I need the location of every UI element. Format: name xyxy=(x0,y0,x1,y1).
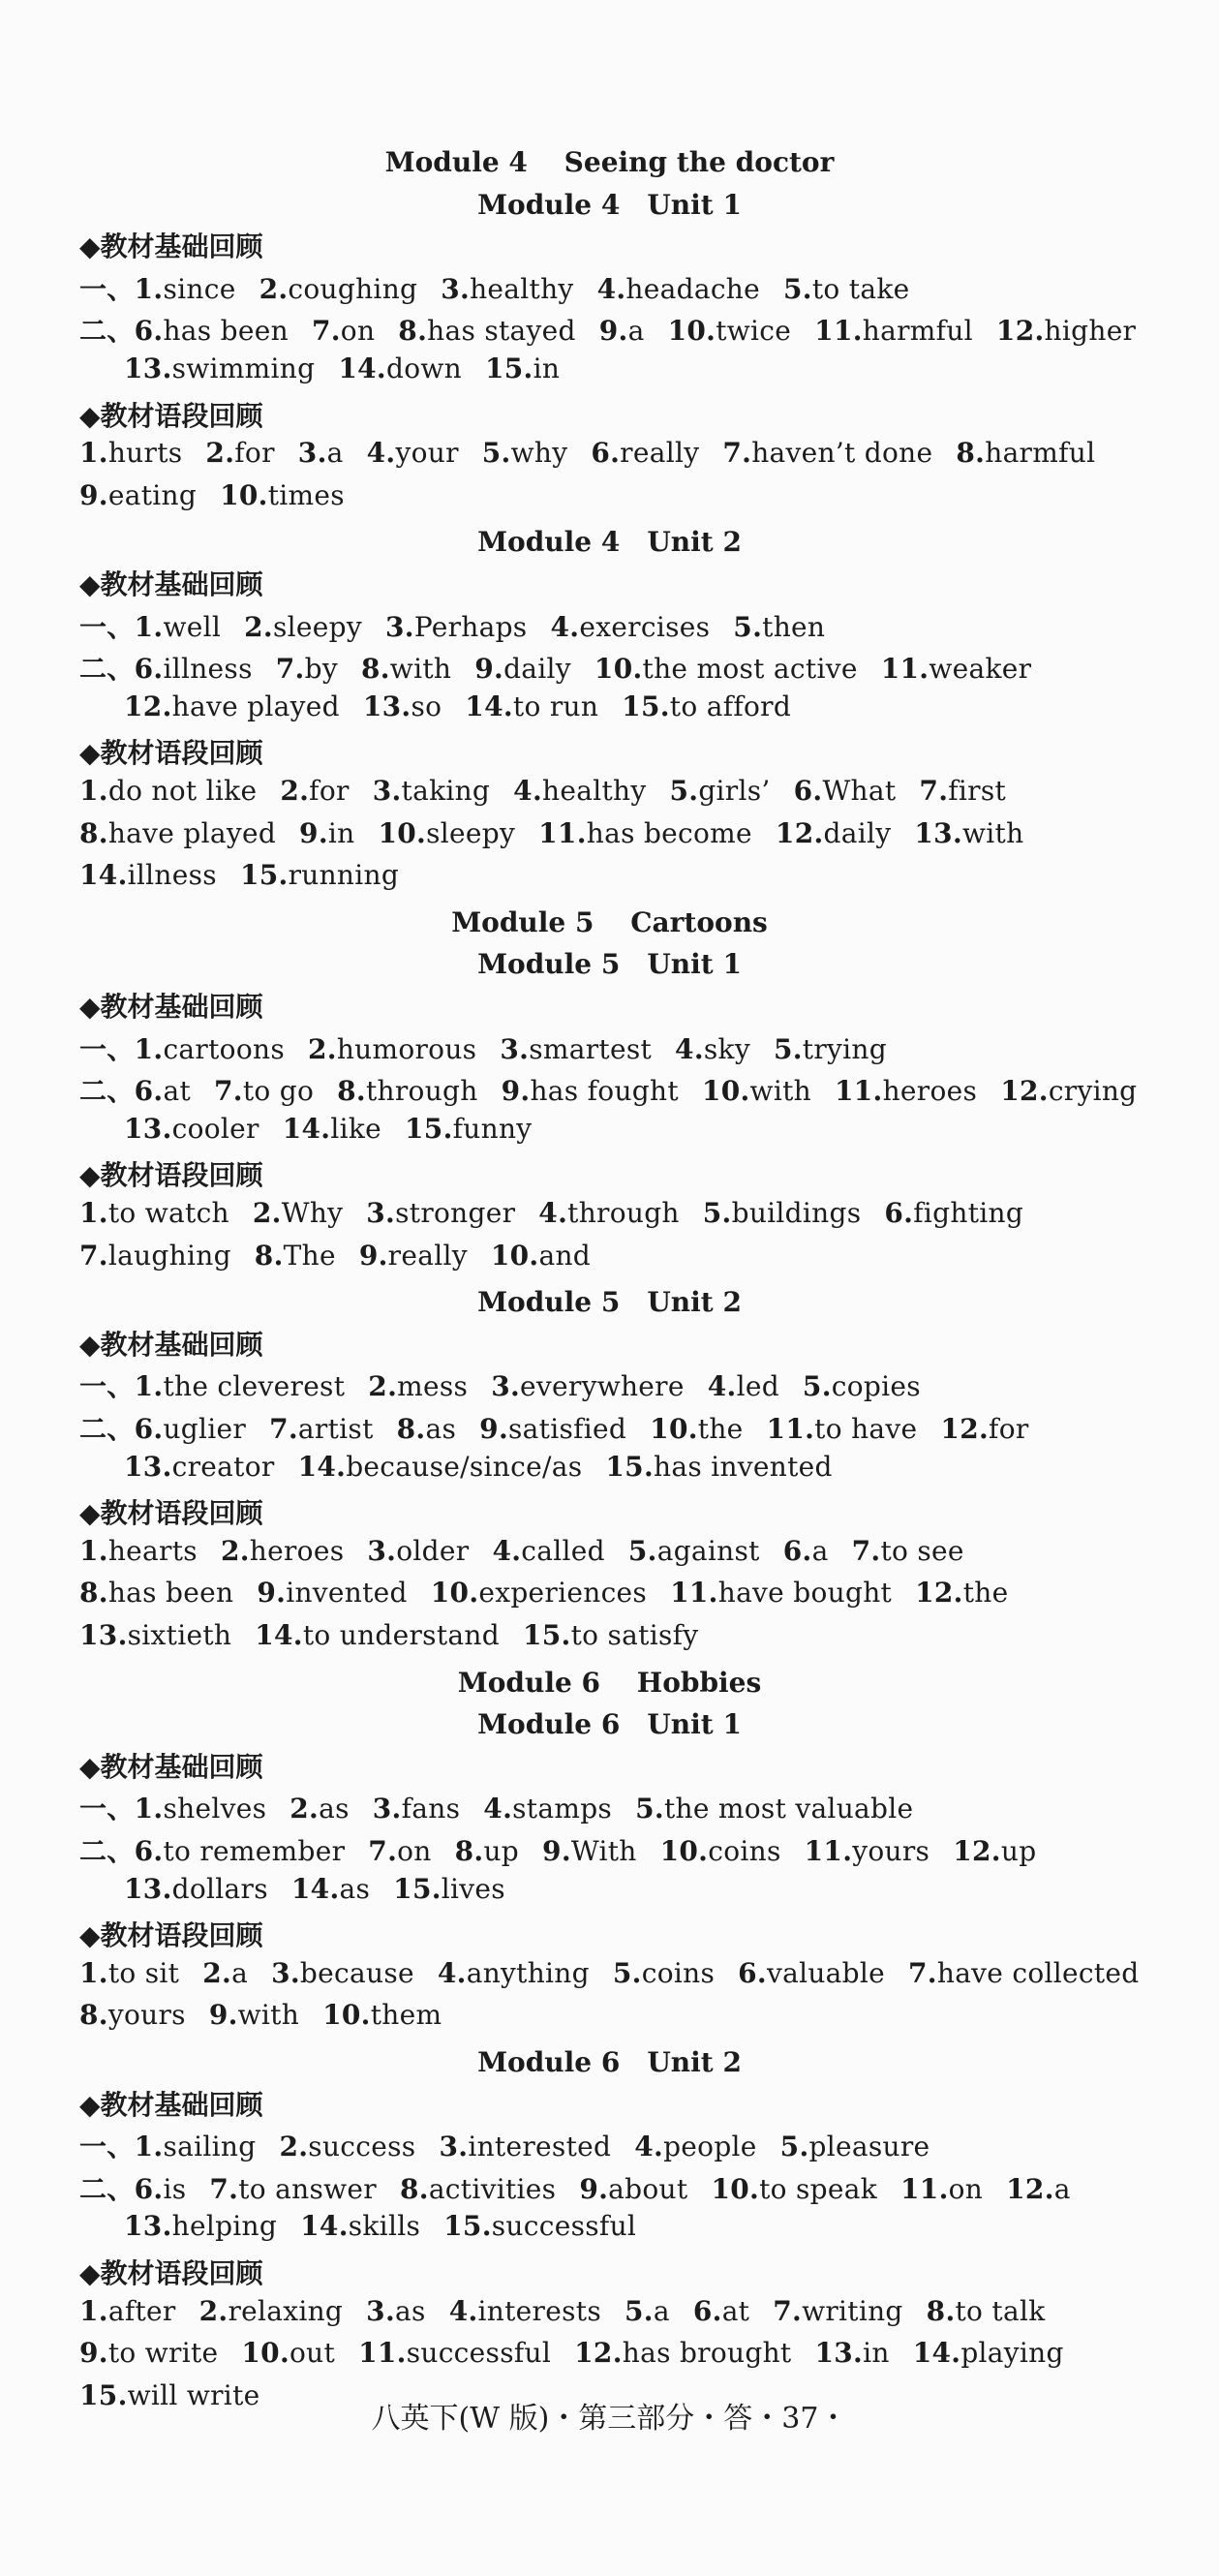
answer-item: 2.for xyxy=(280,775,350,807)
answer-line xyxy=(79,1365,944,1404)
answer-item: 1.hearts xyxy=(79,1534,198,1567)
answer-item: 12.higher xyxy=(995,315,1137,348)
answer-line xyxy=(79,2126,953,2164)
answer-item: 6.is xyxy=(134,2172,187,2205)
unit-title: Module 4 Unit 1 xyxy=(477,188,742,221)
section-header: ◆教材语段回顾 xyxy=(79,737,263,770)
section-header: ◆教材基础回顾 xyxy=(79,568,263,600)
answer-item: 4.your xyxy=(366,437,459,470)
section-header: ◆教材语段回顾 xyxy=(79,2257,263,2289)
answer-item: 7.first xyxy=(919,775,1007,807)
answer-item: 15.will write xyxy=(79,2378,260,2411)
answer-item: 4.sky xyxy=(675,1032,750,1065)
answer-line xyxy=(79,817,1047,849)
answer-line xyxy=(79,268,932,307)
line-prefix: 一、 xyxy=(79,1032,135,1065)
answer-item: 6.at xyxy=(134,1075,191,1108)
answer-item: 8.have played xyxy=(79,816,277,849)
answer-line xyxy=(79,1999,465,2031)
answer-line xyxy=(79,310,1159,349)
answer-item: 8.The xyxy=(254,1239,336,1272)
answer-item: 9.really xyxy=(358,1239,468,1272)
answer-item: 7.have collected xyxy=(908,1956,1140,1989)
answer-item: 4.called xyxy=(492,1534,605,1567)
answer-item: 4.interests xyxy=(448,2294,601,2327)
answer-line xyxy=(79,2295,1068,2327)
module-title: Module 6 Hobbies xyxy=(457,1666,762,1699)
answer-item: 13.swimming xyxy=(124,353,316,384)
answer-item: 6.uglier xyxy=(134,1413,247,1445)
answer-item: 11.yours xyxy=(804,1835,930,1867)
answer-item: 9.daily xyxy=(474,653,571,686)
answer-item: 10.sleepy xyxy=(378,816,516,849)
section-header: ◆教材语段回顾 xyxy=(79,1159,263,1192)
answer-item: 2.sleepy xyxy=(244,610,362,643)
answer-item: 5.buildings xyxy=(702,1197,862,1229)
answer-item: 3.stronger xyxy=(366,1197,516,1229)
answer-item: 8.up xyxy=(454,1835,520,1867)
answer-item: 14.like xyxy=(282,1112,382,1145)
answer-line xyxy=(124,1113,555,1145)
answer-item: 15.lives xyxy=(393,1872,505,1905)
answer-item: 12.has brought xyxy=(574,2337,792,2370)
answer-item: 4.headache xyxy=(596,272,761,305)
answer-item: 9.satisfied xyxy=(479,1413,627,1445)
answer-item: 9.a xyxy=(598,315,645,348)
answer-item: 15.funny xyxy=(405,1112,533,1145)
answer-line xyxy=(79,1070,1160,1109)
answer-item: 1.cartoons xyxy=(134,1032,285,1065)
answer-item: 2.success xyxy=(279,2131,416,2163)
answer-line xyxy=(79,648,1054,687)
answer-line xyxy=(79,2168,1094,2207)
answer-item: 1.hurts xyxy=(79,437,183,470)
answer-item: 5.trying xyxy=(773,1032,887,1065)
answer-item: 8.to talk xyxy=(926,2294,1046,2327)
line-prefix: 二、 xyxy=(79,1835,135,1867)
answer-item: 2.a xyxy=(202,1956,249,1989)
answer-item: 14.because/since/as xyxy=(297,1450,583,1483)
answer-item: 13.cooler xyxy=(124,1112,259,1145)
answer-item: 5.the most valuable xyxy=(635,1793,914,1825)
answer-item: 10.with xyxy=(701,1075,811,1108)
answer-item: 14.playing xyxy=(912,2337,1064,2370)
answer-line xyxy=(79,859,422,891)
answer-item: 10.to speak xyxy=(711,2172,877,2205)
answer-item: 11.has become xyxy=(538,816,752,849)
answer-item: 8.activities xyxy=(399,2172,557,2205)
answer-item: 1.after xyxy=(79,2294,176,2327)
line-prefix: 二、 xyxy=(79,1413,135,1445)
answer-item: 12.a xyxy=(1006,2172,1071,2205)
line-prefix: 二、 xyxy=(79,2172,135,2205)
answer-item: 15.to afford xyxy=(622,690,792,722)
unit-title: Module 5 Unit 2 xyxy=(477,1286,742,1319)
answer-item: 5.copies xyxy=(802,1370,921,1403)
answer-line xyxy=(79,437,1118,469)
answer-line xyxy=(79,606,848,645)
answer-item: 13.helping xyxy=(124,2210,278,2243)
answer-item: 7.haven’t done xyxy=(722,437,933,470)
answer-item: 9.has fought xyxy=(501,1075,679,1108)
answer-item: 13.with xyxy=(914,816,1024,849)
line-prefix: 一、 xyxy=(79,2131,135,2163)
answer-item: 9.in xyxy=(299,816,355,849)
answer-item: 3.Perhaps xyxy=(384,610,528,643)
answer-item: 14.to understand xyxy=(255,1619,500,1651)
module-title: Module 5 Cartoons xyxy=(451,905,768,938)
answer-item: 6.to remember xyxy=(134,1835,346,1867)
answer-item: 4.exercises xyxy=(550,610,711,643)
answer-item: 12.for xyxy=(940,1413,1029,1445)
answer-item: 8.as xyxy=(396,1413,457,1445)
answer-item: 1.do not like xyxy=(79,775,258,807)
answer-item: 6.really xyxy=(591,437,700,470)
answer-item: 10.and xyxy=(490,1239,592,1272)
answer-item: 14.as xyxy=(290,1872,371,1905)
answer-item: 6.at xyxy=(692,2294,750,2327)
answer-item: 12.up xyxy=(953,1835,1037,1867)
answer-line xyxy=(79,1240,614,1272)
unit-title: Module 6 Unit 2 xyxy=(477,2046,742,2078)
answer-item: 3.older xyxy=(367,1534,470,1567)
answer-item: 11.successful xyxy=(358,2337,552,2370)
answer-item: 7.to go xyxy=(214,1075,315,1108)
unit-title: Module 4 Unit 2 xyxy=(477,526,742,559)
answer-item: 11.heroes xyxy=(834,1075,978,1108)
line-prefix: 二、 xyxy=(79,315,135,348)
answer-item: 9.invented xyxy=(257,1577,408,1610)
answer-item: 8.has stayed xyxy=(398,315,576,348)
answer-item: 4.stamps xyxy=(483,1793,613,1825)
section-header: ◆教材基础回顾 xyxy=(79,1750,263,1783)
answer-item: 4.through xyxy=(538,1197,680,1229)
answer-item: 7.writing xyxy=(773,2294,903,2327)
answer-item: 2.relaxing xyxy=(198,2294,344,2327)
answer-line xyxy=(124,1873,529,1905)
answer-item: 15.running xyxy=(239,859,400,892)
answer-line xyxy=(79,1788,936,1826)
answer-item: 3.a xyxy=(297,437,344,470)
answer-line xyxy=(79,1535,988,1567)
answer-item: 2.heroes xyxy=(220,1534,345,1567)
answer-line xyxy=(79,1619,721,1651)
answer-line xyxy=(124,1451,856,1483)
answer-item: 4.people xyxy=(634,2131,757,2163)
answer-item: 7.to see xyxy=(851,1534,964,1567)
answer-line xyxy=(124,353,583,384)
answer-item: 15.in xyxy=(484,353,561,384)
answer-item: 1.well xyxy=(134,610,222,643)
answer-line xyxy=(124,2210,659,2242)
section-header: ◆教材语段回顾 xyxy=(79,1919,263,1952)
answer-item: 2.Why xyxy=(252,1197,344,1229)
answer-item: 15.successful xyxy=(443,2210,637,2243)
answer-item: 13.dollars xyxy=(124,1872,268,1905)
answer-item: 1.since xyxy=(134,272,236,305)
answer-item: 4.anything xyxy=(437,1956,590,1989)
answer-item: 6.has been xyxy=(134,315,289,348)
section-header: ◆教材基础回顾 xyxy=(79,230,263,263)
answer-item: 8.has been xyxy=(79,1577,234,1610)
answer-item: 11.on xyxy=(900,2172,984,2205)
answer-item: 6.fighting xyxy=(884,1197,1024,1229)
answer-item: 2.mess xyxy=(368,1370,469,1403)
unit-title: Module 6 Unit 1 xyxy=(477,1708,742,1741)
answer-item: 3.interested xyxy=(439,2131,612,2163)
answer-item: 3.smartest xyxy=(500,1032,653,1065)
answer-item: 13.in xyxy=(814,2337,890,2370)
line-prefix: 二、 xyxy=(79,653,135,686)
answer-item: 11.to have xyxy=(766,1413,918,1445)
answer-item: 7.to answer xyxy=(209,2172,377,2205)
answer-item: 10.twice xyxy=(667,315,792,348)
answer-item: 15.to satisfy xyxy=(522,1619,699,1651)
answer-item: 12.crying xyxy=(1000,1075,1138,1108)
answer-item: 10.out xyxy=(241,2337,336,2370)
answer-item: 10.coins xyxy=(659,1835,781,1867)
answer-item: 10.them xyxy=(322,1999,442,2032)
answer-item: 1.to sit xyxy=(79,1956,180,1989)
answer-item: 2.humorous xyxy=(307,1032,477,1065)
answer-line xyxy=(79,1577,1031,1609)
answer-item: 14.down xyxy=(338,353,462,384)
answer-item: 9.eating xyxy=(79,478,198,511)
answer-item: 6.What xyxy=(793,775,897,807)
answer-item: 9.to write xyxy=(79,2337,219,2370)
answer-item: 7.on xyxy=(311,315,376,348)
answer-item: 3.because xyxy=(271,1956,414,1989)
answer-line xyxy=(79,1830,1059,1869)
answer-item: 7.on xyxy=(368,1835,432,1867)
answer-item: 12.daily xyxy=(775,816,892,849)
answer-item: 5.why xyxy=(481,437,568,470)
answer-item: 5.a xyxy=(625,2294,670,2327)
section-header: ◆教材基础回顾 xyxy=(79,2088,263,2121)
answer-item: 2.for xyxy=(205,437,275,470)
answer-line xyxy=(79,1957,1163,1989)
section-header: ◆教材语段回顾 xyxy=(79,1497,263,1530)
line-prefix: 二、 xyxy=(79,1075,135,1108)
answer-item: 8.yours xyxy=(79,1999,186,2032)
answer-item: 9.about xyxy=(579,2172,688,2205)
answer-item: 1.shelves xyxy=(134,1793,267,1825)
answer-item: 5.to take xyxy=(783,272,910,305)
answer-item: 5.coins xyxy=(612,1956,716,1989)
section-header: ◆教材语段回顾 xyxy=(79,399,263,432)
answer-item: 7.laughing xyxy=(79,1239,231,1272)
answer-item: 11.weaker xyxy=(880,653,1032,686)
answer-item: 12.have played xyxy=(124,690,340,722)
page-footer: 八英下(W 版)・第三部分・答・37・ xyxy=(371,2402,848,2436)
line-prefix: 一、 xyxy=(79,610,135,643)
answer-item: 8.harmful xyxy=(956,437,1096,470)
answer-item: 10.the xyxy=(650,1413,744,1445)
answer-line xyxy=(79,479,368,511)
answer-item: 14.illness xyxy=(79,859,217,892)
answer-item: 9.with xyxy=(208,1999,300,2032)
answer-item: 2.coughing xyxy=(259,272,418,305)
answer-item: 10.times xyxy=(220,478,345,511)
answer-item: 5.pleasure xyxy=(779,2131,930,2163)
answer-item: 1.the cleverest xyxy=(134,1370,346,1403)
answer-item: 3.fans xyxy=(372,1793,461,1825)
answer-line xyxy=(124,690,814,722)
answer-item: 6.illness xyxy=(134,653,253,686)
answer-item: 3.healthy xyxy=(441,272,574,305)
line-prefix: 一、 xyxy=(79,1370,135,1403)
answer-item: 10.the most active xyxy=(594,653,858,686)
answer-item: 14.to run xyxy=(465,690,599,722)
answer-item: 10.experiences xyxy=(430,1577,648,1610)
section-header: ◆教材基础回顾 xyxy=(79,1328,263,1361)
answer-item: 13.so xyxy=(362,690,442,722)
line-prefix: 一、 xyxy=(79,1793,135,1825)
answer-line xyxy=(79,1408,1052,1447)
answer-item: 11.have bought xyxy=(670,1577,893,1610)
line-prefix: 一、 xyxy=(79,272,135,305)
answer-item: 8.through xyxy=(337,1075,478,1108)
answer-item: 7.by xyxy=(275,653,338,686)
answer-line xyxy=(79,2337,1087,2369)
answer-item: 4.healthy xyxy=(513,775,647,807)
answer-item: 6.valuable xyxy=(738,1956,886,1989)
answer-line xyxy=(79,1028,910,1067)
answer-line xyxy=(79,1197,1047,1229)
answer-item: 1.to watch xyxy=(79,1197,229,1229)
answer-item: 3.everywhere xyxy=(491,1370,685,1403)
answer-line xyxy=(79,775,1029,807)
answer-item: 5.against xyxy=(627,1534,760,1567)
answer-item: 9.With xyxy=(542,1835,637,1867)
answer-item: 14.skills xyxy=(300,2210,421,2243)
answer-item: 11.harmful xyxy=(814,315,973,348)
answer-item: 1.sailing xyxy=(134,2131,257,2163)
answer-item: 5.then xyxy=(733,610,826,643)
answer-item: 12.the xyxy=(915,1577,1009,1610)
unit-title: Module 5 Unit 1 xyxy=(477,948,742,981)
answer-item: 5.girls’ xyxy=(669,775,771,807)
answer-item: 3.as xyxy=(366,2294,426,2327)
answer-item: 6.a xyxy=(782,1534,829,1567)
answer-item: 8.with xyxy=(360,653,452,686)
answer-item: 15.has invented xyxy=(605,1450,833,1483)
answer-item: 3.taking xyxy=(372,775,491,807)
module-title: Module 4 Seeing the doctor xyxy=(384,146,835,178)
section-header: ◆教材基础回顾 xyxy=(79,991,263,1023)
answer-item: 7.artist xyxy=(269,1413,374,1445)
answer-item: 4.led xyxy=(707,1370,779,1403)
answer-item: 2.as xyxy=(290,1793,350,1825)
answer-item: 13.creator xyxy=(124,1450,275,1483)
answer-item: 13.sixtieth xyxy=(79,1619,232,1651)
